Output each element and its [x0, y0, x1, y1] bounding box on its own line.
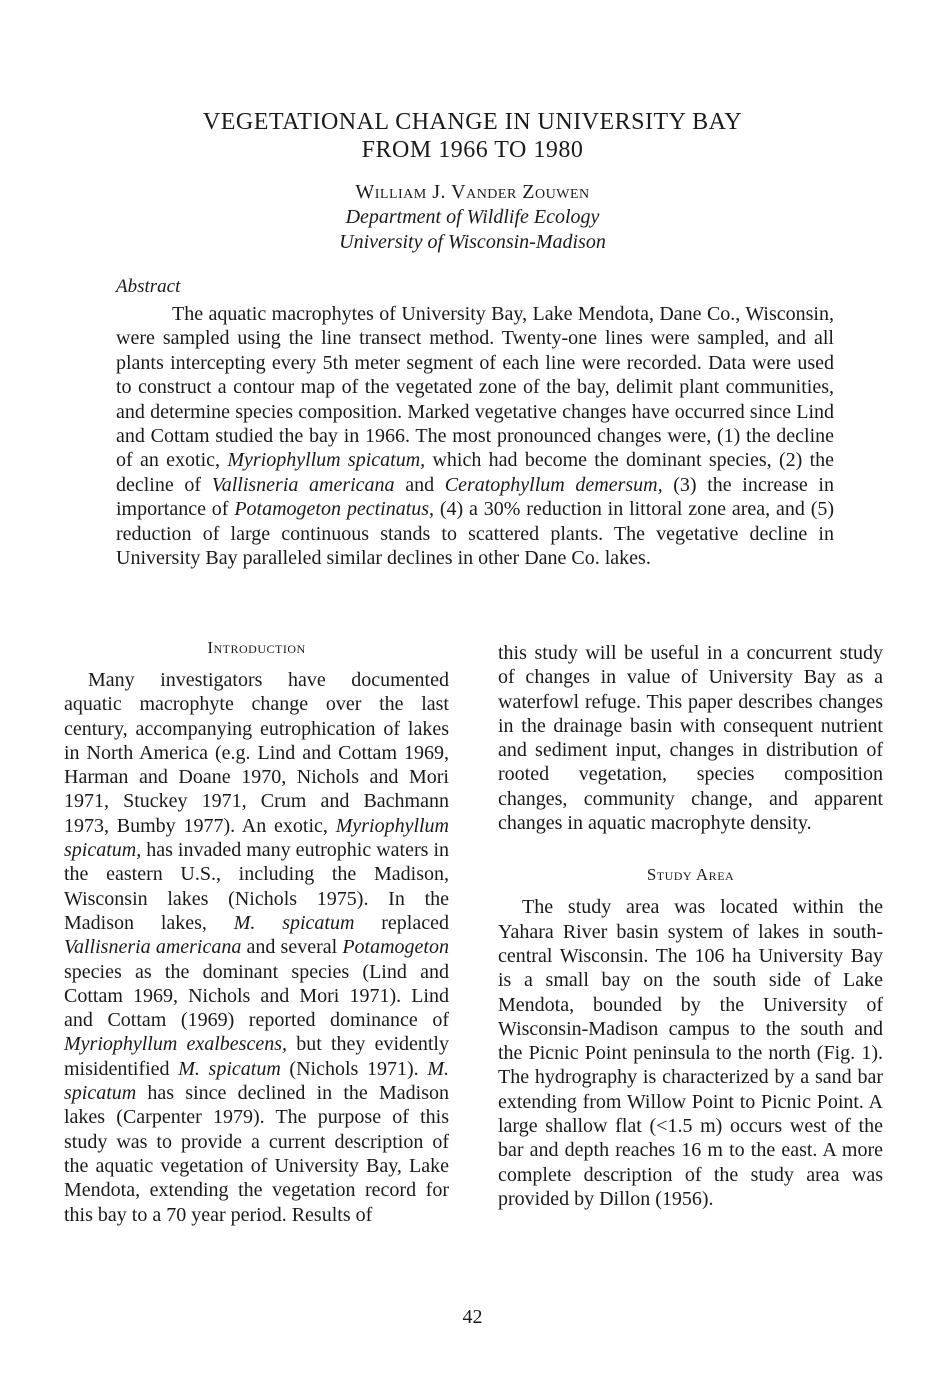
- italic-text: Vallisneria americana: [64, 936, 242, 959]
- italic-text: Vallisneria americana: [211, 473, 395, 496]
- left-column: [64, 636, 449, 1227]
- page-number: 42: [462, 1306, 483, 1328]
- text-run: Many investigators have documented aquatic macrophyte change over the last century, accompanying eutrophication of lakes in North America (e.g. Lind and Cottam 1969, Harman and Doane 1970, Nichols and Mori 1971, Stuckey 1971, Crum and Bachmann 1973, Bumby 1977). An exotic,: [64, 669, 449, 837]
- text-run: replaced: [354, 911, 449, 934]
- abstract: [116, 302, 834, 570]
- text-run: (Nichols 1971).: [280, 1057, 428, 1080]
- title-line-1: VEGETATIONAL CHANGE IN UNIVERSITY BAY: [202, 109, 743, 135]
- italic-text: M. spicatum: [178, 1057, 281, 1080]
- introduction-heading: Introduction: [207, 638, 306, 657]
- italic-text: Myriophyllum exalbescens,: [64, 1033, 288, 1056]
- introduction-continuation: this study will be useful in a concurrent study of changes in value of University Bay as a waterfowl refuge. This paper describes changes in the drainage basin with consequent nutrient and sediment input, changes in distribution of rooted vegetation, species composition changes, community change, and apparent changes in aquatic macrophyte density.: [498, 642, 883, 835]
- italic-text: Myriophyllum spicatum,: [227, 449, 426, 472]
- text-run: (4) a 30% reduction in littoral zone area, and (5) reduction of large continuous stands to scattered plants. The vegetative decline in University Bay paralleled similar declines in other Dane Co. lakes.: [116, 498, 835, 570]
- italic-text: Potamogeton pectinatus,: [234, 498, 435, 521]
- text-run: which had become the dominant species, (2) the decline of: [116, 449, 835, 496]
- title-line-2: FROM 1966 TO 1980: [361, 137, 584, 163]
- byline: [0, 180, 945, 255]
- italic-text: Myriophyllum spicatum,: [64, 814, 449, 862]
- italic-text: Potamogeton: [342, 936, 449, 959]
- study-area-paragraph: The study area was located within the Yahara River basin system of lakes in south-central Wisconsin. The 106 ha University Bay is a small bay on the south side of Lake Mendota, bounded by the University of Wisconsin-Madison campus to the south and the Picnic Point peninsula to the north (Fig. 1). The hydrography is characterized by a sand bar extending from Willow Point to Picnic Point. A large shallow flat (<1.5 m) occurs west of the bar and depth reaches 16 m to the east. A more complete description of the study area was provided by Dillon (1956).: [498, 896, 883, 1210]
- italic-text: Ceratophyllum demersum,: [444, 473, 663, 496]
- abstract-paragraph: [116, 302, 834, 570]
- study-area-heading: Study Area: [646, 865, 735, 885]
- italic-text: M. spicatum: [64, 1057, 449, 1105]
- abstract-heading: Abstract: [116, 276, 181, 297]
- italic-text: M. spicatum: [233, 911, 355, 934]
- text-run: has invaded many eutrophic waters in the eastern U.S., including the Madison, Wisconsin lakes (Nichols 1975). In the Madison lakes,: [64, 839, 449, 934]
- paper-title: [0, 108, 945, 164]
- author-institution: University of Wisconsin-Madison: [339, 231, 606, 253]
- text-run: species as the dominant species (Lind and Cottam 1969, Nichols and Mori 1971). Lind and Cottam (1969) reported dominance of: [64, 960, 449, 1032]
- text-run: and: [394, 473, 445, 496]
- text-run: but they evidently misidentified: [64, 1033, 449, 1080]
- author-name: William J. Vander Zouwen: [355, 181, 590, 203]
- author-department: Department of Wildlife Ecology: [345, 206, 600, 228]
- introduction-paragraph: [64, 668, 449, 1227]
- right-column: [498, 641, 883, 1211]
- text-run: The aquatic macrophytes of University Bay, Lake Mendota, Dane Co., Wisconsin, were sampled using the line transect method. Twenty-one lines were sampled, and all plants intercepting every 5th meter segment of each line were recorded. Data were used to construct a contour map of the vegetated zone of the bay, delimit plant communities, and determine species composition. Marked vegetative changes have occurred since Lind and Cottam studied the bay in 1966. The most pronounced changes were, (1) the decline of an exotic,: [116, 303, 834, 472]
- text-run: and several: [241, 936, 343, 959]
- text-run: has since declined in the Madison lakes (Carpenter 1979). The purpose of this study was to provide a current description of the aquatic vegetation of University Bay, Lake Mendota, extending the vegetation record for this bay to a 70 year period. Results of: [64, 1082, 449, 1226]
- text-run: (3) the increase in importance of: [116, 473, 834, 521]
